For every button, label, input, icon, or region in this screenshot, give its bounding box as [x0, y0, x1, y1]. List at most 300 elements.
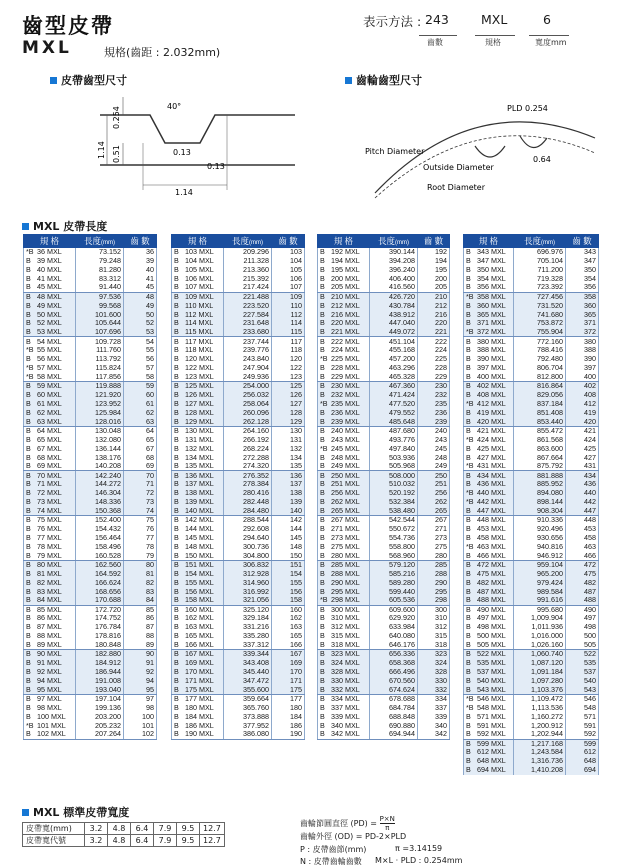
- teeth-cell: 267: [418, 516, 450, 525]
- table-row: [464, 721, 599, 730]
- spec-cell: B 300 MXL: [318, 605, 370, 614]
- length-cell: 243.840: [224, 355, 272, 364]
- spec-cell: B 571 MXL: [464, 712, 514, 721]
- teeth-cell: 694: [566, 766, 599, 775]
- length-cell: 276.352: [224, 471, 272, 480]
- spec-cell: B 175 MXL: [172, 685, 224, 694]
- spec-cell: B 427 MXL: [464, 453, 514, 462]
- spec-cell: B 332 MXL: [318, 685, 370, 694]
- teeth-cell: 131: [272, 435, 305, 444]
- length-cell: 193.040: [76, 685, 124, 694]
- spec-cell: B 251 MXL: [318, 480, 370, 489]
- table-row: [172, 346, 305, 355]
- length-cell: 599.440: [370, 587, 418, 596]
- spec-cell: B 694 MXL: [464, 766, 514, 775]
- table-row: [464, 337, 599, 346]
- spec-cell: B 177 MXL: [172, 694, 224, 703]
- length-cell: 1,410.208: [514, 766, 566, 775]
- teeth-cell: 49: [124, 301, 157, 310]
- teeth-cell: 354: [566, 274, 599, 283]
- teeth-cell: 248: [418, 453, 450, 462]
- length-cell: 1,087.120: [514, 659, 566, 668]
- table-row: [318, 408, 450, 417]
- table-row: [24, 256, 157, 265]
- table-row: [24, 471, 157, 480]
- spec-cell: B 360 MXL: [464, 301, 514, 310]
- spec-cell: *B 372 MXL: [464, 328, 514, 337]
- length-cell: 885.952: [514, 480, 566, 489]
- spec-cell: B 70 MXL: [24, 471, 76, 480]
- spec-cell: B 323 MXL: [318, 650, 370, 659]
- length-cell: 946.912: [514, 551, 566, 560]
- table-row: [464, 569, 599, 578]
- teeth-cell: 148: [272, 542, 305, 551]
- spec-cell: B 89 MXL: [24, 641, 76, 650]
- teeth-cell: 324: [418, 659, 450, 668]
- teeth-cell: 216: [418, 310, 450, 319]
- table-row: [464, 346, 599, 355]
- table-row: [464, 596, 599, 605]
- table-row: [24, 587, 157, 596]
- spec-cell: B 400 MXL: [464, 373, 514, 382]
- spec-cell: B 648 MXL: [464, 757, 514, 766]
- width-row-label: 皮帶寬(mm): [23, 823, 85, 835]
- teeth-cell: 212: [418, 301, 450, 310]
- spec-cell: B 91 MXL: [24, 659, 76, 668]
- teeth-cell: 135: [272, 462, 305, 471]
- length-cell: 337.312: [224, 641, 272, 650]
- spec-cell: *B 358 MXL: [464, 292, 514, 301]
- teeth-cell: 235: [418, 399, 450, 408]
- length-cell: 670.560: [370, 677, 418, 686]
- table-row: [318, 703, 450, 712]
- table-row: [172, 712, 305, 721]
- length-cell: 186.944: [76, 668, 124, 677]
- table-row: [172, 471, 305, 480]
- length-cell: 359.664: [224, 694, 272, 703]
- table-row: [172, 310, 305, 319]
- table-row: [172, 426, 305, 435]
- spec-cell: B 171 MXL: [172, 677, 224, 686]
- col-length-header: 長度(mm): [224, 235, 272, 248]
- length-cell: 1,060.740: [514, 650, 566, 659]
- table-row: [464, 256, 599, 265]
- table-row: [172, 623, 305, 632]
- teeth-cell: 120: [272, 355, 305, 364]
- table-row: [172, 355, 305, 364]
- spec-cell: *B 245 MXL: [318, 444, 370, 453]
- spec-cell: B 228 MXL: [318, 364, 370, 373]
- length-cell: 119.888: [76, 382, 124, 391]
- teeth-cell: 68: [124, 453, 157, 462]
- square-bullet-icon: [22, 223, 29, 230]
- spec-cell: B 249 MXL: [318, 462, 370, 471]
- width-value: 7.9: [154, 823, 177, 835]
- length-cell: 215.392: [224, 274, 272, 283]
- teeth-cell: 537: [566, 668, 599, 677]
- teeth-cell: 265: [418, 507, 450, 516]
- spec-cell: B 109 MXL: [172, 292, 224, 301]
- spec-cell: B 123 MXL: [172, 373, 224, 382]
- length-cell: 898.144: [514, 498, 566, 507]
- spec-cell: B 73 MXL: [24, 498, 76, 507]
- table-row: [464, 534, 599, 543]
- spec-cell: B 54 MXL: [24, 337, 76, 346]
- length-cell: 690.880: [370, 721, 418, 730]
- length-cell: 207.264: [76, 730, 124, 739]
- spec-cell: B 131 MXL: [172, 435, 224, 444]
- teeth-cell: 340: [418, 721, 450, 730]
- table-row: [172, 560, 305, 569]
- spec-cell: B 356 MXL: [464, 283, 514, 292]
- teeth-cell: 505: [566, 641, 599, 650]
- length-cell: 365.760: [224, 703, 272, 712]
- spec-cell: *B 55 MXL: [24, 346, 76, 355]
- table-row: [172, 614, 305, 623]
- length-cell: 1,016.000: [514, 632, 566, 641]
- teeth-cell: 315: [418, 632, 450, 641]
- spec-cell: B 48 MXL: [24, 292, 76, 301]
- spec-cell: B 94 MXL: [24, 677, 76, 686]
- length-cell: 117.856: [76, 373, 124, 382]
- teeth-cell: 103: [272, 248, 305, 257]
- length-cell: 280.416: [224, 489, 272, 498]
- teeth-cell: 73: [124, 498, 157, 507]
- table-row: [24, 578, 157, 587]
- teeth-cell: 94: [124, 677, 157, 686]
- table-row: [24, 364, 157, 373]
- pitch-diameter-label: Pitch Diameter: [365, 147, 425, 156]
- teeth-cell: 41: [124, 274, 157, 283]
- teeth-cell: 243: [418, 435, 450, 444]
- teeth-cell: 123: [272, 373, 305, 382]
- spec-cell: *B 431 MXL: [464, 462, 514, 471]
- length-cell: 640.080: [370, 632, 418, 641]
- teeth-cell: 83: [124, 587, 157, 596]
- length-cell: 861.568: [514, 435, 566, 444]
- table-row: [24, 426, 157, 435]
- teeth-cell: 472: [566, 560, 599, 569]
- teeth-cell: 380: [566, 337, 599, 346]
- table-row: [24, 248, 157, 257]
- spec-cell: B 408 MXL: [464, 391, 514, 400]
- teeth-cell: 543: [566, 685, 599, 694]
- teeth-cell: 115: [272, 328, 305, 337]
- spec-cell: B 250 MXL: [318, 471, 370, 480]
- col-spec-header: 規 格: [464, 235, 514, 248]
- teeth-cell: 522: [566, 650, 599, 659]
- table-row: [172, 596, 305, 605]
- table-row: [318, 498, 450, 507]
- teeth-cell: 599: [566, 739, 599, 748]
- table-row: [172, 391, 305, 400]
- spec-cell: B 52 MXL: [24, 319, 76, 328]
- spec-cell: B 134 MXL: [172, 453, 224, 462]
- teeth-cell: 76: [124, 525, 157, 534]
- pitch-spec: 規格(齒距 : 2.032mm): [104, 46, 221, 59]
- length-cell: 520.192: [370, 489, 418, 498]
- spec-cell: B 421 MXL: [464, 426, 514, 435]
- length-cell: 176.784: [76, 623, 124, 632]
- length-cell: 160.528: [76, 551, 124, 560]
- table-row: [318, 337, 450, 346]
- spec-cell: B 53 MXL: [24, 328, 76, 337]
- spec-cell: B 243 MXL: [318, 435, 370, 444]
- spec-cell: B 50 MXL: [24, 310, 76, 319]
- spec-cell: B 240 MXL: [318, 426, 370, 435]
- table-row: [464, 650, 599, 659]
- width-value: 4.8: [108, 823, 131, 835]
- teeth-cell: 69: [124, 462, 157, 471]
- spec-cell: B 163 MXL: [172, 623, 224, 632]
- teeth-cell: 256: [418, 489, 450, 498]
- spec-cell: *B 225 MXL: [318, 355, 370, 364]
- teeth-cell: 334: [418, 694, 450, 703]
- length-cell: 855.472: [514, 426, 566, 435]
- length-cell: 239.776: [224, 346, 272, 355]
- teeth-cell: 447: [566, 507, 599, 516]
- teeth-cell: 458: [566, 534, 599, 543]
- length-cell: 1,011.936: [514, 623, 566, 632]
- teeth-cell: 63: [124, 417, 157, 426]
- spec-cell: B 76 MXL: [24, 525, 76, 534]
- length-cell: 558.800: [370, 542, 418, 551]
- length-cell: 658.368: [370, 659, 418, 668]
- length-cell: 213.360: [224, 265, 272, 274]
- table-row: [464, 274, 599, 283]
- spec-cell: B 466 MXL: [464, 551, 514, 560]
- teeth-cell: 498: [566, 623, 599, 632]
- spec-cell: B 318 MXL: [318, 641, 370, 650]
- teeth-cell: 350: [566, 265, 599, 274]
- length-cell: 247.904: [224, 364, 272, 373]
- length-cell: 256.032: [224, 391, 272, 400]
- length-cell: 812.800: [514, 373, 566, 382]
- teeth-cell: 139: [272, 498, 305, 507]
- table-row: [24, 614, 157, 623]
- spec-cell: B 148 MXL: [172, 542, 224, 551]
- teeth-cell: 280: [418, 551, 450, 560]
- length-cell: 154.432: [76, 525, 124, 534]
- notation-example: [363, 12, 613, 47]
- teeth-cell: 372: [566, 328, 599, 337]
- table-row: [318, 256, 450, 265]
- teeth-cell: 117: [272, 337, 305, 346]
- table-row: [464, 525, 599, 534]
- spec-cell: B 72 MXL: [24, 489, 76, 498]
- length-cell: 479.552: [370, 408, 418, 417]
- teeth-cell: 151: [272, 560, 305, 569]
- length-cell: 1,202.944: [514, 730, 566, 739]
- spec-cell: *B 57 MXL: [24, 364, 76, 373]
- spec-cell: B 334 MXL: [318, 694, 370, 703]
- col-spec-header: 規 格: [24, 235, 76, 248]
- teeth-cell: 90: [124, 650, 157, 659]
- teeth-cell: 125: [272, 382, 305, 391]
- length-cell: 138.176: [76, 453, 124, 462]
- table-row: [24, 534, 157, 543]
- length-table-heading: MXL 皮帶長度: [22, 218, 107, 234]
- teeth-cell: 425: [566, 444, 599, 453]
- teeth-cell: 298: [418, 596, 450, 605]
- teeth-cell: 591: [566, 721, 599, 730]
- spec-cell: B 135 MXL: [172, 462, 224, 471]
- table-row: [24, 283, 157, 292]
- teeth-cell: 155: [272, 578, 305, 587]
- length-cell: 347.472: [224, 677, 272, 686]
- spec-cell: B 295 MXL: [318, 587, 370, 596]
- length-cell: 325.120: [224, 605, 272, 614]
- table-row: [464, 310, 599, 319]
- spec-cell: B 129 MXL: [172, 417, 224, 426]
- length-cell: 646.176: [370, 641, 418, 650]
- length-cell: 284.480: [224, 507, 272, 516]
- length-cell: 227.584: [224, 310, 272, 319]
- table-row: [24, 632, 157, 641]
- length-cell: 465.328: [370, 373, 418, 382]
- teeth-cell: 140: [272, 507, 305, 516]
- table-row: [318, 623, 450, 632]
- table-row: [172, 587, 305, 596]
- table-row: [464, 739, 599, 748]
- belt-code: MXL: [22, 38, 72, 58]
- table-row: [24, 703, 157, 712]
- table-row: [24, 560, 157, 569]
- col-teeth-header: 齒 數: [566, 235, 599, 248]
- spec-cell: B 103 MXL: [172, 248, 224, 257]
- spec-cell: B 138 MXL: [172, 489, 224, 498]
- spec-cell: B 92 MXL: [24, 668, 76, 677]
- table-row: [464, 364, 599, 373]
- length-cell: 300.736: [224, 542, 272, 551]
- spec-cell: B 397 MXL: [464, 364, 514, 373]
- teeth-cell: 356: [566, 283, 599, 292]
- length-cell: 579.120: [370, 560, 418, 569]
- length-cell: 678.688: [370, 694, 418, 703]
- length-cell: 467.360: [370, 382, 418, 391]
- length-cell: 254.000: [224, 382, 272, 391]
- table-row: [172, 435, 305, 444]
- length-cell: 1,160.272: [514, 712, 566, 721]
- teeth-cell: 548: [566, 703, 599, 712]
- length-cell: 447.040: [370, 319, 418, 328]
- table-row: [318, 274, 450, 283]
- length-cell: 510.032: [370, 480, 418, 489]
- spec-cell: B 248 MXL: [318, 453, 370, 462]
- spec-cell: B 236 MXL: [318, 408, 370, 417]
- table-row: [464, 677, 599, 686]
- spec-cell: B 65 MXL: [24, 435, 76, 444]
- teeth-cell: 156: [272, 587, 305, 596]
- teeth-cell: 412: [566, 399, 599, 408]
- length-cell: 875.792: [514, 462, 566, 471]
- length-cell: 209.296: [224, 248, 272, 257]
- length-cell: 629.920: [370, 614, 418, 623]
- dim-013-top: 0.13: [173, 148, 191, 157]
- spec-cell: B 120 MXL: [172, 355, 224, 364]
- teeth-cell: 145: [272, 534, 305, 543]
- teeth-cell: 488: [566, 596, 599, 605]
- spec-cell: B 118 MXL: [172, 346, 224, 355]
- dim-064: 0.64: [533, 155, 551, 164]
- length-cell: 463.296: [370, 364, 418, 373]
- spec-cell: B 71 MXL: [24, 480, 76, 489]
- length-cell: 339.344: [224, 650, 272, 659]
- table-row: [464, 605, 599, 614]
- teeth-cell: 224: [418, 346, 450, 355]
- spec-cell: B 388 MXL: [464, 346, 514, 355]
- spec-cell: B 337 MXL: [318, 703, 370, 712]
- table-row: [24, 310, 157, 319]
- spec-cell: B 328 MXL: [318, 668, 370, 677]
- table-row: [464, 435, 599, 444]
- p-definition: P : 皮帶齒節(mm): [300, 845, 367, 854]
- spec-cell: B 78 MXL: [24, 542, 76, 551]
- spec-cell: B 56 MXL: [24, 355, 76, 364]
- length-cell: 741.680: [514, 310, 566, 319]
- length-cell: 146.304: [76, 489, 124, 498]
- spec-cell: B 107 MXL: [172, 283, 224, 292]
- length-cell: 125.984: [76, 408, 124, 417]
- length-cell: 1,026.160: [514, 641, 566, 650]
- teeth-cell: 98: [124, 703, 157, 712]
- length-cell: 719.328: [514, 274, 566, 283]
- length-cell: 144.272: [76, 480, 124, 489]
- spec-cell: B 310 MXL: [318, 614, 370, 623]
- spec-cell: B 592 MXL: [464, 730, 514, 739]
- teeth-cell: 239: [418, 417, 450, 426]
- spec-cell: B 139 MXL: [172, 498, 224, 507]
- length-cell: 217.424: [224, 283, 272, 292]
- length-cell: 164.592: [76, 569, 124, 578]
- spec-cell: B 150 MXL: [172, 551, 224, 560]
- spec-cell: B 75 MXL: [24, 516, 76, 525]
- pld-label: PLD 0.254: [507, 104, 548, 113]
- table-row: [464, 248, 599, 257]
- teeth-cell: 230: [418, 382, 450, 391]
- teeth-cell: 134: [272, 453, 305, 462]
- table-row: [464, 355, 599, 364]
- spec-cell: B 41 MXL: [24, 274, 76, 283]
- belt-length-table-col-2: [171, 234, 305, 740]
- length-cell: 989.584: [514, 587, 566, 596]
- table-row: [24, 516, 157, 525]
- length-cell: 233.680: [224, 328, 272, 337]
- length-cell: 136.144: [76, 444, 124, 453]
- table-row: [318, 382, 450, 391]
- teeth-cell: 453: [566, 525, 599, 534]
- length-cell: 312.928: [224, 569, 272, 578]
- spec-cell: B 83 MXL: [24, 587, 76, 596]
- length-cell: 355.600: [224, 685, 272, 694]
- teeth-cell: 475: [566, 569, 599, 578]
- spec-cell: B 95 MXL: [24, 685, 76, 694]
- teeth-cell: 137: [272, 480, 305, 489]
- length-cell: 1,091.184: [514, 668, 566, 677]
- teeth-cell: 323: [418, 650, 450, 659]
- table-row: [464, 373, 599, 382]
- teeth-cell: 285: [418, 560, 450, 569]
- length-cell: 605.536: [370, 596, 418, 605]
- spec-cell: B 256 MXL: [318, 489, 370, 498]
- length-cell: 908.304: [514, 507, 566, 516]
- table-row: [24, 507, 157, 516]
- code-value: 12.7: [200, 835, 225, 847]
- teeth-cell: 300: [418, 605, 450, 614]
- teeth-cell: 419: [566, 408, 599, 417]
- table-row: [24, 399, 157, 408]
- table-row: [318, 534, 450, 543]
